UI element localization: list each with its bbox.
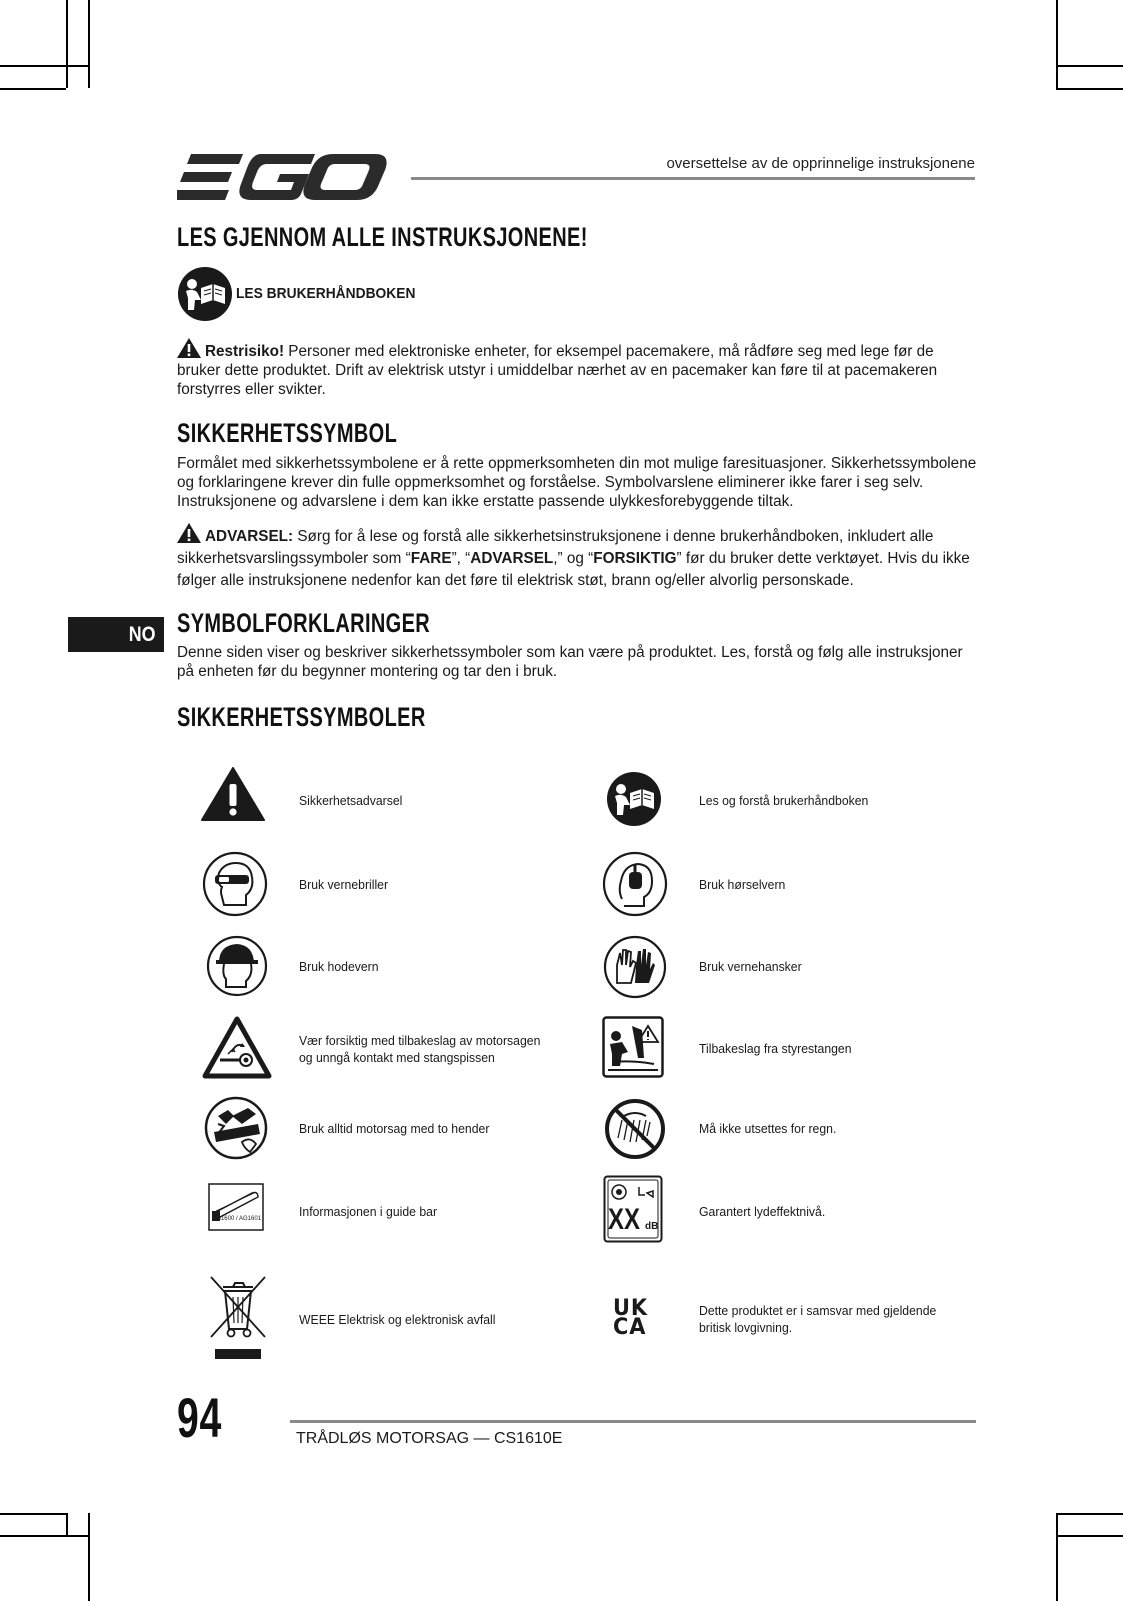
two-hands-icon — [204, 1096, 268, 1165]
symbol-label: Tilbakeslag fra styrestangen — [699, 1041, 852, 1056]
sound-level-icon — [603, 1175, 663, 1248]
symbol-label: Bruk hodevern — [299, 959, 379, 974]
head-protection-icon — [206, 935, 268, 1002]
language-tab — [68, 617, 164, 652]
symbol-label: Må ikke utsettes for regn. — [699, 1121, 837, 1136]
warning-paragraph — [177, 523, 977, 592]
safety-alert-icon — [200, 766, 266, 827]
symbol-label-line: Vær forsiktig med tilbakeslag av motorsagen — [299, 1033, 541, 1048]
kickback-warning-icon — [202, 1016, 272, 1085]
symbol-label — [699, 1302, 936, 1336]
symbol-label: Garantert lydeffektnivå. — [699, 1204, 826, 1219]
symbol-label-line: Dette produktet er i samsvar med gjeldende — [699, 1303, 937, 1318]
ukca-line-2: CA — [613, 1315, 647, 1340]
eye-protection-icon — [202, 851, 268, 922]
kickback-bar-icon — [602, 1016, 664, 1083]
no-rain-icon — [604, 1098, 666, 1165]
crop-mark — [66, 1513, 68, 1535]
crop-mark — [1056, 65, 1123, 67]
residual-risk-text: Personer med elektroniske enheter, for eksempel pacemakere, må rådføre seg med lege før de bruker dette produktet. Drift av elektrisk utstyr i umiddelbar nærhet av en pacemaker kan føre til at pacemakeren forstyrres eller svikter. — [177, 343, 938, 398]
sound-level-unit: dB — [645, 1221, 659, 1232]
crop-mark — [0, 1513, 66, 1515]
symbol-label: WEEE Elektrisk og elektronisk avfall — [299, 1312, 496, 1327]
gloves-icon — [603, 935, 667, 1004]
read-all-title: LES GJENNOM ALLE INSTRUKSJONENE! — [177, 222, 588, 252]
warning-triangle-icon — [177, 523, 201, 543]
warning-advarsel: ADVARSEL — [470, 550, 554, 567]
safety-symbol-title: SIKKERHETSSYMBOL — [177, 418, 398, 448]
language-code: NO — [128, 623, 155, 646]
warning-text: Sørg for å lese og forstå alle sikkerhetsinstruksjonene i denne brukerhåndboken, inkludert alle sikkerhetsvarslingssymboler som “ — [177, 528, 934, 567]
symbol-label: Informasjonen i guide bar — [299, 1204, 438, 1219]
symbol-label: Sikkerhetsadvarsel — [299, 793, 403, 808]
read-manual-label: LES BRUKERHÅNDBOKEN — [236, 285, 416, 302]
warning-text: ” før du bruker dette verktøyet. Hvis du ikke følger alle instruksjonene nedenfor kan det føre til elektrisk støt, brann og/eller alvorlig personskade. — [177, 550, 970, 589]
ear-protection-icon — [602, 851, 668, 922]
guide-bar-model: AG1600 / AG1601 — [212, 1216, 261, 1222]
symbol-explanations-paragraph: Denne siden viser og beskriver sikkerhetssymboler som kan være på produktet. Les, forstå og følg alle instruksjoner på enheten før du begynner montering og tar den i bruk. — [177, 644, 963, 680]
ukca-line-1: UK — [613, 1296, 649, 1321]
crop-mark — [1056, 0, 1058, 88]
crop-mark — [66, 0, 68, 88]
symbol-label-line: og unngå kontakt med stangspissen — [299, 1050, 495, 1065]
read-manual-icon — [606, 771, 662, 832]
footer-title: TRÅDLØS MOTORSAG — CS1610E — [296, 1430, 563, 1447]
crop-mark — [88, 1513, 90, 1601]
residual-risk-lead: Restrisiko! — [205, 343, 285, 360]
safety-symbol-paragraph: Formålet med sikkerhetssymbolene er å rette oppmerksomheten din mot mulige faresituasjoner. Sikkerhetssymbolene og forklaringene krever din fulle oppmerksomhet og forståelse. Symbolvarslene eliminerer ikke farer i seg selv. Instruksjonene og advarslene i dem kan ikke erstatte passende ulykkesforebyggende tiltak. — [177, 455, 977, 510]
crop-mark — [1056, 1535, 1123, 1537]
ego-logo — [177, 152, 389, 202]
symbol-label: Bruk hørselvern — [699, 877, 786, 892]
crop-mark — [0, 88, 66, 90]
warning-text: ”, “ — [451, 550, 471, 567]
page-number: 94 — [177, 1386, 223, 1449]
symbol-label: Bruk vernehansker — [699, 959, 802, 974]
safety-symbols-title: SIKKERHETSSYMBOLER — [177, 702, 426, 732]
ukca-icon — [613, 1296, 657, 1340]
warning-triangle-icon — [177, 338, 201, 358]
crop-mark — [0, 65, 88, 67]
symbol-label — [299, 1032, 540, 1066]
translation-note: oversettelse av de opprinnelige instruksjonene — [666, 155, 975, 172]
warning-forsiktig: FORSIKTIG — [593, 550, 677, 567]
warning-text: ,” og “ — [553, 550, 594, 567]
symbol-explanations-title: SYMBOLFORKLARINGER — [177, 608, 431, 638]
crop-mark — [0, 1535, 88, 1537]
weee-icon — [207, 1273, 269, 1368]
header-rule — [411, 177, 975, 180]
crop-mark — [1056, 1513, 1058, 1601]
crop-mark — [88, 0, 90, 88]
crop-mark — [1056, 88, 1123, 90]
footer-rule — [290, 1420, 976, 1423]
read-manual-icon — [177, 266, 233, 327]
warning-lead: ADVARSEL: — [205, 528, 294, 545]
residual-risk-paragraph — [177, 338, 977, 399]
crop-mark — [1056, 1513, 1123, 1515]
warning-fare: FARE — [410, 550, 452, 567]
symbol-label: Les og forstå brukerhåndboken — [699, 793, 869, 808]
guide-bar-icon — [208, 1183, 264, 1236]
symbol-label: Bruk vernebriller — [299, 877, 389, 892]
sound-level-value: XX — [608, 1203, 641, 1236]
symbol-label-line: britisk lovgivning. — [699, 1320, 793, 1335]
symbol-label: Bruk alltid motorsag med to hender — [299, 1121, 490, 1136]
